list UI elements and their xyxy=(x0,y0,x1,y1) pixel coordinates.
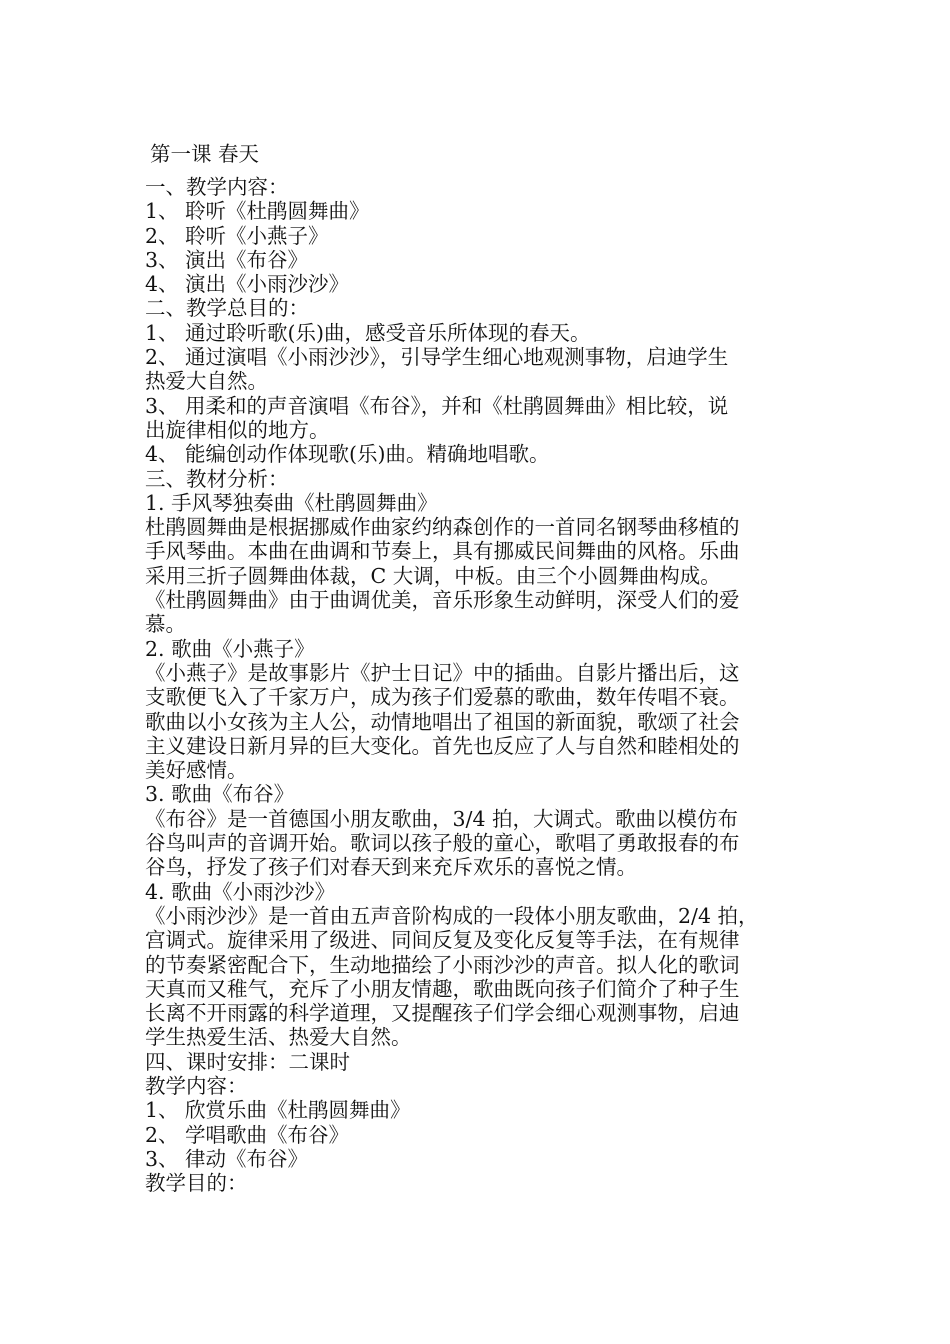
text-line: 主义建设日新月异的巨大变化。首先也反应了人与自然和睦相处的 xyxy=(145,733,740,758)
text-line: 手风琴曲。本曲在曲调和节奏上，具有挪威民间舞曲的风格。乐曲 xyxy=(145,539,740,564)
text-line: 《布谷》是一首德国小朋友歌曲，3/4 拍，大调式。歌曲以模仿布 xyxy=(145,806,739,831)
text-line: 1、 通过聆听歌(乐)曲，感受音乐所体现的春天。 xyxy=(145,320,591,345)
text-line: 四、课时安排：二课时 xyxy=(145,1049,350,1074)
text-line: 教学内容： xyxy=(145,1073,248,1098)
text-line: 的节奏紧密配合下，生动地描绘了小雨沙沙的声音。拟人化的歌词 xyxy=(145,952,740,977)
text-line: 三、教材分析： xyxy=(145,466,289,491)
text-line: 宫调式。旋律采用了级进、同间反复及变化反复等手法，在有规律 xyxy=(145,928,740,953)
text-line: 美好感情。 xyxy=(145,758,248,783)
text-line: 热爱大自然。 xyxy=(145,369,268,394)
text-line: 3、 用柔和的声音演唱《布谷》，并和《杜鹃圆舞曲》相比较，说 xyxy=(145,393,729,418)
text-line: 杜鹃圆舞曲是根据挪威作曲家约纳森创作的一首同名钢琴曲移植的 xyxy=(145,515,740,540)
text-line: 2. 歌曲《小燕子》 xyxy=(145,636,315,661)
text-line: 长离不开雨露的科学道理，又提醒孩子们学会细心观测事物，启迪 xyxy=(145,1001,740,1026)
text-line: 支歌便飞入了千家万户，成为孩子们爱慕的歌曲，数年传唱不衰。 xyxy=(145,685,740,710)
document-body xyxy=(145,175,835,1195)
text-line: 2、 聆听《小燕子》 xyxy=(145,223,329,248)
text-line: 一、教学内容： xyxy=(145,175,289,199)
text-line: 《小燕子》是故事影片《护士日记》中的插曲。自影片播出后，这 xyxy=(145,660,740,685)
text-line: 天真而又稚气，充斥了小朋友情趣，歌曲既向孩子们简介了种子生 xyxy=(145,976,740,1001)
text-line: 歌曲以小女孩为主人公，动情地唱出了祖国的新面貌，歌颂了社会 xyxy=(145,709,740,734)
lesson-title: 第一课 春天 xyxy=(150,142,260,166)
text-line: 《杜鹃圆舞曲》由于曲调优美，音乐形象生动鲜明，深受人们的爱 xyxy=(145,588,740,613)
text-line: 1. 手风琴独奏曲《杜鹃圆舞曲》 xyxy=(145,490,438,515)
text-line: 谷鸟叫声的音调开始。歌词以孩子般的童心，歌唱了勇敢报春的布 xyxy=(145,831,740,856)
text-line: 2、 通过演唱《小雨沙沙》，引导学生细心地观测事物，启迪学生 xyxy=(145,345,729,370)
text-line: 出旋律相似的地方。 xyxy=(145,417,330,442)
text-line: 4、 演出《小雨沙沙》 xyxy=(145,272,350,297)
text-line: 采用三折子圆舞曲体裁，C 大调，中板。由三个小圆舞曲构成。 xyxy=(145,563,721,588)
text-line: 3、 演出《布谷》 xyxy=(145,247,309,272)
document-page xyxy=(145,136,835,1195)
text-line: 慕。 xyxy=(145,612,186,637)
text-line: 1、 聆听《杜鹃圆舞曲》 xyxy=(145,199,370,224)
text-line: 4、 能编创动作体现歌(乐)曲。精确地唱歌。 xyxy=(145,442,550,467)
text-line: 4. 歌曲《小雨沙沙》 xyxy=(145,879,336,904)
text-line: 《小雨沙沙》是一首由五声音阶构成的一段体小朋友歌曲，2/4 拍， xyxy=(145,903,759,928)
text-line: 学生热爱生活、热爱大自然。 xyxy=(145,1025,412,1050)
text-line: 3、 律动《布谷》 xyxy=(145,1146,309,1171)
text-line: 二、教学总目的： xyxy=(145,296,309,321)
text-line: 3. 歌曲《布谷》 xyxy=(145,782,295,807)
text-line: 教学目的： xyxy=(145,1171,248,1196)
text-line: 2、 学唱歌曲《布谷》 xyxy=(145,1122,350,1147)
text-line: 1、 欣赏乐曲《杜鹃圆舞曲》 xyxy=(145,1098,411,1123)
text-line: 谷鸟，抒发了孩子们对春天到来充斥欢乐的喜悦之情。 xyxy=(145,855,637,880)
